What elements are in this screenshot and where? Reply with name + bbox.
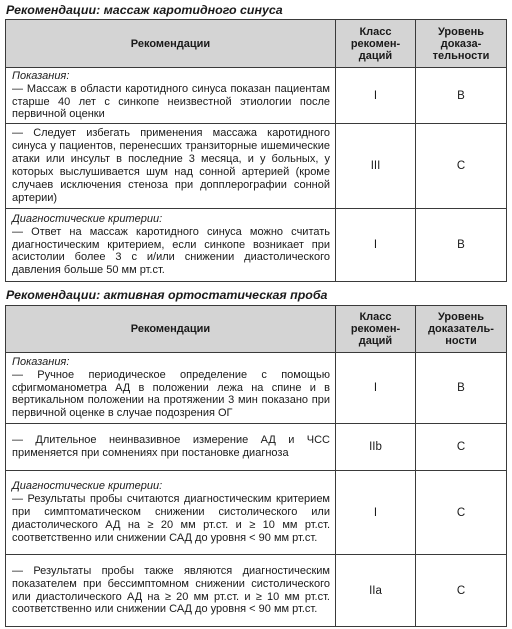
row-text: — Ответ на массаж каротидного синуса можно считать диагностическим критерием, если синкопе возникает при асистолии более 3 с и/или снижении диастолического давления больше 50 мм рт.ст. [12, 225, 330, 277]
row-text: — Ручное периодическое определение с помощью сфигмоманометра АД в положении лежа на спине и в вертикальном положении на протяжении 3 мин показано при первичной оценке в случае подозрения ОГ [12, 368, 330, 420]
table-row [6, 471, 507, 555]
recommendation-cell [6, 209, 336, 282]
table-header-row [6, 20, 507, 68]
class-cell: I [336, 353, 416, 424]
row-text: — Результаты пробы считаются диагностическим критерием при симптоматическом снижении систолического или диастолического АД на ≥ 20 мм рт.ст. и ≥ 10 мм рт.ст. соответственно или снижении САД до уровня < 90 мм рт.ст. [12, 493, 330, 544]
level-cell: B [416, 209, 507, 282]
class-cell: IIb [336, 424, 416, 471]
row-text: — Длительное неинвазивное измерение АД и ЧСС применяется при сомнениях при постановке диагноза [12, 434, 330, 459]
row-text: — Следует избегать применения массажа каротидного синуса у пациентов, перенесших транзиторные ишемические атаки или инсульт в последние 3 месяца, и у больных, у которых выслушивается шум над сонной артерией (кроме случаев исключения стеноза при допплерографии сонной артерии) [12, 127, 330, 204]
header-class: Класс рекомен- даций [336, 306, 416, 353]
level-cell: B [416, 353, 507, 424]
recommendation-cell [6, 555, 336, 627]
carotid-massage-table [5, 19, 507, 282]
class-cell: III [336, 124, 416, 209]
class-cell: IIa [336, 555, 416, 627]
table-row [6, 555, 507, 627]
level-cell: C [416, 555, 507, 627]
level-cell: B [416, 68, 507, 124]
recommendation-cell [6, 353, 336, 424]
row-label: Диагностические критерии: [12, 212, 163, 225]
row-label: Диагностические критерии: [12, 480, 163, 493]
header-class: Класс рекомен- даций [336, 20, 416, 68]
row-label: Показания: [12, 355, 70, 368]
recommendation-cell [6, 124, 336, 209]
class-cell: I [336, 209, 416, 282]
row-text: — Массаж в области каротидного синуса показан пациентам старше 40 лет с синкопе неизвестной этиологии после первичной оценки [12, 82, 330, 121]
header-recommendations: Рекомендации [6, 20, 336, 68]
row-text: — Результаты пробы также являются диагностическим показателем при бессимптомном снижении систолического или диастолического АД на ≥ 20 мм рт.ст. и ≥ 10 мм рт.ст. соответственно или снижении САД до уровня < 90 мм рт.ст. [12, 564, 330, 616]
table-row [6, 68, 507, 124]
table-row [6, 209, 507, 282]
class-cell: I [336, 471, 416, 555]
section-title-carotid-massage: Рекомендации: массаж каротидного синуса [6, 3, 283, 17]
table-row [6, 353, 507, 424]
level-cell: C [416, 124, 507, 209]
level-cell: C [416, 424, 507, 471]
recommendation-cell [6, 68, 336, 124]
recommendation-cell [6, 424, 336, 471]
table-header-row [6, 306, 507, 353]
level-cell: C [416, 471, 507, 555]
table-row [6, 124, 507, 209]
header-evidence-level: Уровень доказа- тельности [416, 20, 507, 68]
recommendation-cell [6, 471, 336, 555]
class-cell: I [336, 68, 416, 124]
table-row [6, 424, 507, 471]
row-label: Показания: [12, 69, 70, 82]
section-title-orthostatic-test: Рекомендации: активная ортостатическая проба [6, 288, 328, 302]
header-evidence-level: Уровень доказатель- ности [416, 306, 507, 353]
header-recommendations: Рекомендации [6, 306, 336, 353]
orthostatic-test-table [5, 305, 507, 627]
